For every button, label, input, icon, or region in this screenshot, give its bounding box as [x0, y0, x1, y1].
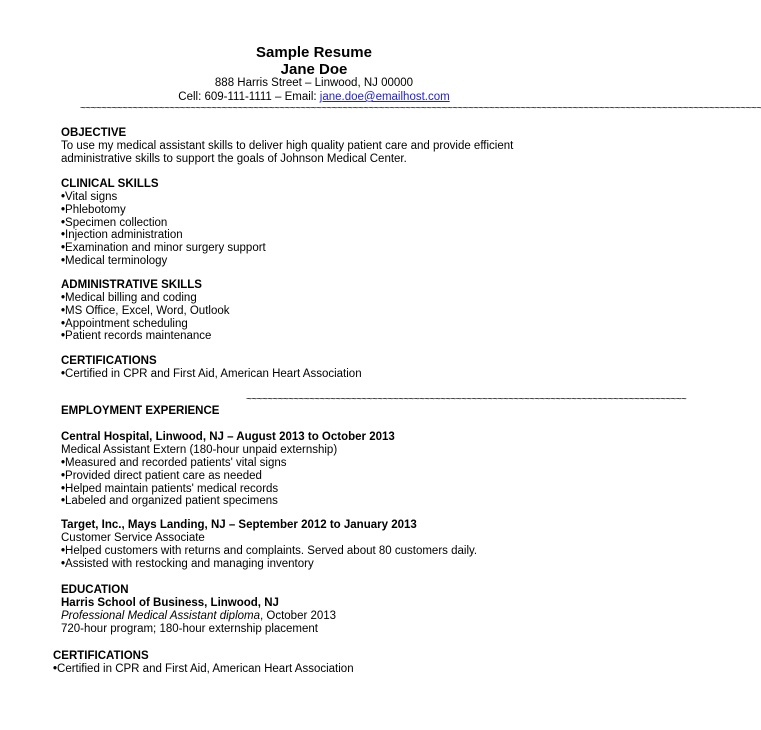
list-item: • Provided direct patient care as needed — [61, 470, 287, 483]
candidate-name: Jane Doe — [280, 61, 348, 78]
list-item: • Injection administration — [61, 229, 266, 242]
job-2-duties — [61, 545, 477, 571]
list-item: • Examination and minor surgery support — [61, 242, 266, 255]
list-item: • Vital signs — [61, 191, 266, 204]
program-line: 720-hour program; 180-hour externship placement — [61, 623, 318, 635]
list-item: • Helped maintain patients' medical records — [61, 483, 287, 496]
list-item: • Helped customers with returns and complaints. Served about 80 customers daily. — [61, 545, 477, 558]
education-heading: EDUCATION — [61, 584, 129, 596]
certifications-list — [61, 368, 362, 381]
job-2-role: Customer Service Associate — [61, 532, 205, 544]
certifications-bottom-heading: CERTIFICATIONS — [53, 650, 149, 662]
employment-heading: EMPLOYMENT EXPERIENCE — [61, 405, 220, 417]
employment-separator: ~~~~~~~~~~~~~~~~~~~~~~~~~~~~~~~~~~~~~~~~~~~~~~~~~~~~~~~~~~~~~~~~~~~~~~~~~~~~~~~~~~~~ — [246, 394, 687, 405]
objective-line-2: administrative skills to support the goals of Johnson Medical Center. — [61, 153, 407, 165]
list-item: • Medical billing and coding — [61, 292, 230, 305]
list-item: • MS Office, Excel, Word, Outlook — [61, 305, 230, 318]
school-name: Harris School of Business, Linwood, NJ — [61, 597, 279, 609]
list-item: • Measured and recorded patients' vital signs — [61, 457, 287, 470]
job-1-duties — [61, 457, 287, 508]
certifications-heading: CERTIFICATIONS — [61, 355, 157, 367]
objective-heading: OBJECTIVE — [61, 127, 127, 139]
administrative-skills-list — [61, 292, 230, 343]
job-1-role: Medical Assistant Extern (180-hour unpaid externship) — [61, 444, 338, 456]
list-item: • Phlebotomy — [61, 204, 266, 217]
list-item: • Specimen collection — [61, 217, 266, 230]
email-link[interactable]: jane.doe@emailhost.com — [319, 91, 450, 103]
contact-phone: Cell: 609-111-1111 – Email: — [178, 91, 320, 103]
list-item: • Assisted with restocking and managing inventory — [61, 558, 477, 571]
certifications-bottom-list — [53, 663, 354, 676]
list-item: • Certified in CPR and First Aid, American Heart Association — [61, 368, 362, 381]
clinical-skills-heading: CLINICAL SKILLS — [61, 178, 159, 190]
list-item: • Labeled and organized patient specimens — [61, 495, 287, 508]
administrative-skills-heading: ADMINISTRATIVE SKILLS — [61, 279, 202, 291]
list-item: • Appointment scheduling — [61, 318, 230, 331]
objective-line-1: To use my medical assistant skills to deliver high quality patient care and provide efficient — [61, 140, 514, 152]
diploma-date: , October 2013 — [260, 610, 337, 622]
contact-line — [0, 90, 628, 104]
diploma-line — [61, 610, 336, 623]
list-item: • Patient records maintenance — [61, 330, 230, 343]
clinical-skills-list — [61, 191, 266, 268]
job-1-header: Central Hospital, Linwood, NJ – August 2013 to October 2013 — [61, 431, 395, 443]
header-separator: ~~~~~~~~~~~~~~~~~~~~~~~~~~~~~~~~~~~~~~~~~~~~~~~~~~~~~~~~~~~~~~~~~~~~~~~~~~~~~~~~~~~~~~~~~~~~~~~~~~~~~~~~~~~~~~~~~~~~~~~~~~~~~~~~~~ — [80, 103, 761, 114]
address-line: 888 Harris Street – Linwood, NJ 00000 — [214, 77, 414, 89]
diploma-title: Professional Medical Assistant diploma — [61, 610, 260, 622]
list-item: • Medical terminology — [61, 255, 266, 268]
job-2-header: Target, Inc., Mays Landing, NJ – September 2012 to January 2013 — [61, 519, 417, 531]
list-item: • Certified in CPR and First Aid, American Heart Association — [53, 663, 354, 676]
document-title: Sample Resume — [256, 44, 372, 61]
